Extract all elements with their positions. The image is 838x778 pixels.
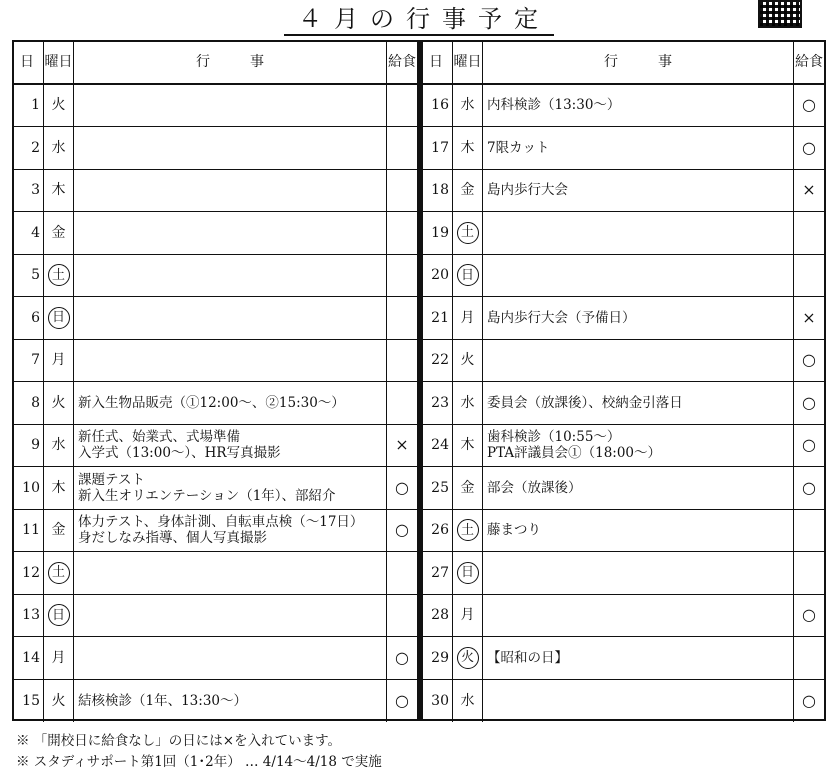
meal-mark [387,382,417,424]
event-cell [74,85,387,127]
event-cell [483,127,794,169]
table-header-row [14,42,417,85]
weekday-label: 金 [460,182,475,199]
weekday-label: 木 [51,182,66,199]
table-row [14,255,417,298]
weekday-cell [453,297,483,339]
header-weekday: 曜日 [453,42,483,83]
event-cell [483,255,794,297]
table-row [14,552,417,595]
weekday-cell [44,637,74,679]
day-number: 15 [14,680,44,723]
event-cell [483,340,794,382]
table-row [423,680,824,723]
weekday-cell [453,85,483,127]
event-cell [483,595,794,637]
weekday-circled: 土 [48,562,70,584]
day-number: 8 [14,382,44,424]
meal-mark: ○ [802,392,816,412]
header-day: 日 [14,42,44,83]
day-number: 22 [423,340,453,382]
weekday-cell [453,510,483,552]
day-number: 13 [14,595,44,637]
table-header-row [423,42,824,85]
table-row [423,212,824,255]
day-number: 29 [423,637,453,679]
weekday-cell [44,680,74,723]
event-cell [74,425,387,467]
weekday-cell [44,425,74,467]
schedule-table [12,40,826,721]
meal-mark [387,552,417,594]
table-row [423,467,824,510]
weekday-cell [453,255,483,297]
weekday-label: 金 [51,522,66,539]
day-number: 3 [14,170,44,212]
day-number: 28 [423,595,453,637]
weekday-cell [44,297,74,339]
weekday-cell [453,127,483,169]
day-number: 4 [14,212,44,254]
event-cell [74,637,387,679]
table-row [423,510,824,553]
header-event: 行事 [74,42,387,83]
weekday-label: 木 [51,479,66,496]
weekday-circled: 日 [457,264,479,286]
event-text: 歯科検診（10:55～） PTA評議員会①（18:00～） [487,429,662,462]
weekday-label: 月 [460,309,475,326]
header-weekday: 曜日 [44,42,74,83]
weekday-label: 水 [51,437,66,454]
day-number: 10 [14,467,44,509]
weekday-cell [44,255,74,297]
weekday-circled: 日 [48,604,70,626]
header-event: 行事 [483,42,794,83]
weekday-cell [44,595,74,637]
weekday-label: 火 [51,394,66,411]
day-number: 7 [14,340,44,382]
weekday-cell [453,340,483,382]
table-row [14,467,417,510]
weekday-cell [44,510,74,552]
weekday-cell [44,382,74,424]
footnote: ※ 「開校日に給食なし」の日には×を入れています。 [16,733,342,749]
weekday-cell [44,212,74,254]
event-cell [483,467,794,509]
weekday-cell [453,595,483,637]
meal-mark [387,297,417,339]
event-cell [483,680,794,723]
weekday-cell [453,170,483,212]
day-number: 12 [14,552,44,594]
meal-mark [794,637,824,679]
event-text: 新入生物品販売（①12:00～、②15:30～） [78,394,345,411]
event-cell [483,510,794,552]
event-cell [483,85,794,127]
footnote: ※ スタディサポート第1回（1･2年） … 4/14～4/18 で実施 [16,754,382,770]
meal-mark: ○ [802,435,816,455]
meal-mark: ○ [802,350,816,370]
event-text: 新任式、始業式、式場準備 入学式（13:00～）、HR写真撮影 [78,429,281,462]
meal-mark: × [395,435,409,455]
weekday-cell [453,680,483,723]
table-row [14,680,417,723]
event-cell [483,297,794,339]
weekday-cell [453,212,483,254]
table-row [14,510,417,553]
table-row [14,85,417,128]
weekday-label: 水 [51,139,66,156]
weekday-cell [44,467,74,509]
event-cell [483,382,794,424]
event-text: 島内歩行大会 [487,182,568,199]
event-cell [74,297,387,339]
event-text: 7限カット [487,139,550,156]
weekday-circled: 土 [457,222,479,244]
meal-mark: × [802,180,816,200]
weekday-circled: 火 [457,647,479,669]
event-cell [483,552,794,594]
day-number: 6 [14,297,44,339]
event-text: 委員会（放課後）、校納金引落日 [487,394,683,411]
day-number: 5 [14,255,44,297]
schedule-right-half [419,42,824,719]
day-number: 19 [423,212,453,254]
weekday-label: 水 [460,394,475,411]
event-cell [483,637,794,679]
table-row [14,297,417,340]
event-text: 課題テスト 新入生オリエンテーション（1年）、部紹介 [78,471,336,504]
weekday-label: 月 [51,352,66,369]
event-cell [74,127,387,169]
meal-mark: ○ [395,520,409,540]
weekday-label: 水 [460,97,475,114]
event-text: 島内歩行大会（予備日） [487,309,636,326]
weekday-label: 水 [460,692,475,709]
page-title: ４月の行事予定 [0,2,838,36]
event-cell [74,212,387,254]
day-number: 16 [423,85,453,127]
event-cell [74,255,387,297]
meal-mark [387,127,417,169]
weekday-circled: 土 [48,264,70,286]
day-number: 20 [423,255,453,297]
weekday-circled: 日 [48,307,70,329]
weekday-cell [453,467,483,509]
weekday-cell [453,552,483,594]
day-number: 14 [14,637,44,679]
footnotes [16,731,382,773]
meal-mark: ○ [395,477,409,497]
event-cell [483,425,794,467]
meal-mark [794,510,824,552]
event-cell [74,467,387,509]
table-row [423,255,824,298]
day-number: 21 [423,297,453,339]
meal-mark [387,595,417,637]
day-number: 26 [423,510,453,552]
day-number: 11 [14,510,44,552]
weekday-circled: 土 [457,519,479,541]
event-cell [74,510,387,552]
meal-mark [794,255,824,297]
event-cell [74,595,387,637]
day-number: 9 [14,425,44,467]
header-meal: 給食 [795,53,823,70]
event-cell [483,170,794,212]
meal-mark [794,552,824,594]
table-row [14,340,417,383]
event-text: 藤まつり [487,522,541,539]
event-text: 体力テスト、身体計測、自転車点検（～17日） 身だしなみ指導、個人写真撮影 [78,514,364,547]
day-number: 30 [423,680,453,723]
weekday-cell [44,340,74,382]
meal-mark: ○ [802,477,816,497]
header-day: 日 [423,42,453,83]
weekday-label: 火 [51,97,66,114]
event-text: 【昭和の日】 [487,649,568,666]
meal-mark [794,212,824,254]
weekday-label: 木 [460,139,475,156]
table-row [14,127,417,170]
meal-mark: ○ [395,647,409,667]
weekday-label: 火 [460,352,475,369]
qr-code-image [758,0,802,28]
weekday-cell [44,85,74,127]
weekday-label: 月 [51,649,66,666]
table-row [14,595,417,638]
event-text: 内科検診（13:30～） [487,97,621,114]
weekday-label: 金 [51,224,66,241]
day-number: 23 [423,382,453,424]
day-number: 2 [14,127,44,169]
meal-mark [387,255,417,297]
meal-mark [387,170,417,212]
meal-mark: ○ [802,690,816,710]
table-row [423,637,824,680]
table-row [423,382,824,425]
meal-mark [387,212,417,254]
meal-mark: × [802,307,816,327]
event-cell [74,170,387,212]
schedule-left-half [14,42,419,719]
table-row [14,637,417,680]
day-number: 25 [423,467,453,509]
table-row [423,85,824,128]
table-row [423,425,824,468]
day-number: 24 [423,425,453,467]
table-row [423,340,824,383]
event-cell [74,552,387,594]
table-row [14,170,417,213]
table-row [423,170,824,213]
event-text: 部会（放課後） [487,479,582,496]
table-row [423,297,824,340]
meal-mark [387,340,417,382]
table-row [423,595,824,638]
meal-mark: ○ [802,95,816,115]
table-row [14,212,417,255]
weekday-cell [44,552,74,594]
header-meal: 給食 [388,53,416,70]
weekday-cell [44,170,74,212]
table-row [14,425,417,468]
weekday-cell [453,425,483,467]
meal-mark: ○ [395,690,409,710]
event-cell [74,340,387,382]
meal-mark: ○ [802,137,816,157]
table-row [423,552,824,595]
meal-mark [387,85,417,127]
weekday-label: 木 [460,437,475,454]
day-number: 27 [423,552,453,594]
day-number: 18 [423,170,453,212]
day-number: 1 [14,85,44,127]
weekday-label: 月 [460,607,475,624]
weekday-cell [44,127,74,169]
event-cell [74,382,387,424]
meal-mark: ○ [802,605,816,625]
table-row [423,127,824,170]
weekday-cell [453,637,483,679]
event-text: 結核検診（1年、13:30～） [78,692,247,709]
weekday-label: 金 [460,479,475,496]
weekday-circled: 日 [457,562,479,584]
event-cell [74,680,387,723]
table-row [14,382,417,425]
weekday-label: 火 [51,692,66,709]
event-cell [483,212,794,254]
weekday-cell [453,382,483,424]
day-number: 17 [423,127,453,169]
